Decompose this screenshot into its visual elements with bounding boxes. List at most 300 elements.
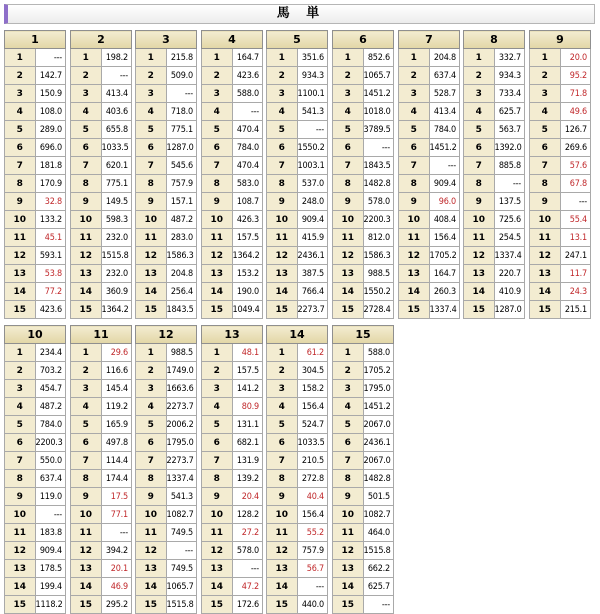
odds-row	[333, 470, 394, 488]
odds-value: 27.2	[232, 524, 263, 542]
odds-row	[202, 596, 263, 614]
odds-value: 172.6	[232, 596, 263, 614]
odds-row	[136, 578, 197, 596]
odds-value: 593.1	[35, 247, 66, 265]
second-horse-number: 3	[333, 380, 364, 398]
odds-row	[136, 344, 197, 362]
second-horse-number: 10	[136, 506, 167, 524]
odds-value: 1749.0	[166, 362, 197, 380]
odds-row	[464, 211, 525, 229]
odds-value: 55.4	[560, 211, 591, 229]
odds-row	[267, 139, 328, 157]
second-horse-number: 1	[202, 49, 233, 67]
second-horse-number: 3	[136, 380, 167, 398]
odds-table-4	[201, 30, 263, 319]
odds-row	[71, 434, 132, 452]
odds-row	[71, 301, 132, 319]
odds-value: 1550.2	[363, 283, 394, 301]
odds-row	[464, 49, 525, 67]
odds-row	[71, 488, 132, 506]
second-horse-number: 6	[202, 434, 233, 452]
odds-row	[464, 85, 525, 103]
odds-row	[267, 49, 328, 67]
odds-row	[333, 85, 394, 103]
odds-value: 210.5	[297, 452, 328, 470]
odds-row	[333, 121, 394, 139]
second-horse-number: 9	[399, 193, 430, 211]
odds-row	[464, 139, 525, 157]
odds-value: 524.7	[297, 416, 328, 434]
second-horse-number: 10	[267, 211, 298, 229]
odds-value: 1515.8	[363, 542, 394, 560]
odds-row	[202, 434, 263, 452]
odds-value: 20.4	[232, 488, 263, 506]
second-horse-number: 1	[333, 344, 364, 362]
odds-value: 1082.7	[363, 506, 394, 524]
second-horse-number: 8	[399, 175, 430, 193]
second-horse-number: 9	[136, 193, 167, 211]
second-horse-number: 5	[136, 121, 167, 139]
odds-value: 537.0	[297, 175, 328, 193]
odds-value: 215.8	[166, 49, 197, 67]
odds-value: 77.1	[101, 506, 132, 524]
odds-row	[333, 67, 394, 85]
odds-value: 128.2	[232, 506, 263, 524]
second-horse-number: 2	[71, 67, 102, 85]
second-horse-number: 12	[464, 247, 495, 265]
odds-value: 588.0	[363, 344, 394, 362]
odds-row	[71, 452, 132, 470]
second-horse-number: 14	[136, 578, 167, 596]
second-horse-number: 3	[202, 85, 233, 103]
odds-row	[202, 362, 263, 380]
odds-row	[136, 596, 197, 614]
odds-value: 757.9	[297, 542, 328, 560]
odds-value: 703.2	[35, 362, 66, 380]
odds-value: 190.0	[232, 283, 263, 301]
odds-value: 1586.3	[363, 247, 394, 265]
odds-value: 247.1	[560, 247, 591, 265]
odds-row	[530, 175, 591, 193]
second-horse-number: 2	[5, 362, 36, 380]
first-horse-header: 1	[5, 31, 66, 49]
odds-value: 20.1	[101, 560, 132, 578]
odds-value: 61.2	[297, 344, 328, 362]
odds-value: 757.9	[166, 175, 197, 193]
odds-row	[202, 175, 263, 193]
odds-row	[530, 121, 591, 139]
odds-row	[202, 578, 263, 596]
odds-row	[530, 103, 591, 121]
second-horse-number: 2	[267, 362, 298, 380]
odds-value: 682.1	[232, 434, 263, 452]
second-horse-number: 9	[71, 488, 102, 506]
second-horse-number: 15	[333, 301, 364, 319]
odds-value: 49.6	[560, 103, 591, 121]
odds-value: 423.6	[35, 301, 66, 319]
odds-value: 545.6	[166, 157, 197, 175]
odds-value: 332.7	[494, 49, 525, 67]
odds-value: 80.9	[232, 398, 263, 416]
odds-row	[5, 139, 66, 157]
odds-value: 509.0	[166, 67, 197, 85]
odds-value: 487.2	[35, 398, 66, 416]
second-horse-number: 9	[267, 193, 298, 211]
second-horse-number: 6	[71, 434, 102, 452]
second-horse-number: 8	[267, 470, 298, 488]
odds-value: 131.1	[232, 416, 263, 434]
second-horse-number: 11	[136, 229, 167, 247]
odds-value: 232.0	[101, 265, 132, 283]
odds-row	[530, 49, 591, 67]
odds-row	[333, 139, 394, 157]
odds-row	[202, 488, 263, 506]
odds-value: 77.2	[35, 283, 66, 301]
odds-row	[136, 301, 197, 319]
second-horse-number: 15	[202, 596, 233, 614]
odds-row	[5, 193, 66, 211]
second-horse-number: 6	[333, 139, 364, 157]
odds-value: 620.1	[101, 157, 132, 175]
odds-row	[333, 380, 394, 398]
odds-row	[71, 67, 132, 85]
odds-row	[5, 283, 66, 301]
odds-value: 1482.8	[363, 175, 394, 193]
second-horse-number: 9	[464, 193, 495, 211]
odds-value: 403.6	[101, 103, 132, 121]
odds-value: 588.0	[232, 85, 263, 103]
odds-row	[202, 157, 263, 175]
odds-row	[202, 470, 263, 488]
odds-value: 108.7	[232, 193, 263, 211]
odds-row	[71, 139, 132, 157]
second-horse-number: 12	[71, 247, 102, 265]
second-horse-number: 10	[267, 506, 298, 524]
second-horse-number: 5	[71, 416, 102, 434]
odds-value: 501.5	[363, 488, 394, 506]
second-horse-number: 4	[5, 103, 36, 121]
odds-row	[530, 193, 591, 211]
odds-value: 164.7	[429, 265, 460, 283]
odds-row	[333, 344, 394, 362]
odds-value: ---	[166, 85, 197, 103]
odds-value: 114.4	[101, 452, 132, 470]
odds-row	[464, 247, 525, 265]
odds-row	[202, 103, 263, 121]
odds-row	[136, 542, 197, 560]
second-horse-number: 5	[530, 121, 561, 139]
odds-row	[5, 434, 66, 452]
second-horse-number: 11	[530, 229, 561, 247]
first-horse-header: 6	[333, 31, 394, 49]
odds-value: 181.8	[35, 157, 66, 175]
odds-value: ---	[101, 67, 132, 85]
second-horse-number: 8	[333, 470, 364, 488]
second-horse-number: 4	[5, 398, 36, 416]
second-horse-number: 5	[136, 416, 167, 434]
second-horse-number: 1	[5, 49, 36, 67]
odds-row	[464, 265, 525, 283]
odds-row	[333, 560, 394, 578]
odds-table-8	[463, 30, 525, 319]
odds-row	[5, 560, 66, 578]
page-title: 馬 単	[4, 4, 595, 24]
second-horse-number: 7	[267, 452, 298, 470]
odds-value: 415.9	[297, 229, 328, 247]
odds-value: 1705.2	[429, 247, 460, 265]
odds-value: 1392.0	[494, 139, 525, 157]
odds-row	[333, 157, 394, 175]
odds-value: 749.5	[166, 524, 197, 542]
odds-row	[71, 398, 132, 416]
odds-value: 29.6	[101, 344, 132, 362]
odds-value: 637.4	[429, 67, 460, 85]
odds-value: 1843.5	[166, 301, 197, 319]
second-horse-number: 9	[267, 488, 298, 506]
odds-row	[399, 85, 460, 103]
odds-value: 289.0	[35, 121, 66, 139]
odds-value: ---	[429, 157, 460, 175]
odds-value: 470.4	[232, 157, 263, 175]
second-horse-number: 12	[202, 542, 233, 560]
odds-row	[136, 488, 197, 506]
odds-row	[5, 578, 66, 596]
odds-row	[399, 67, 460, 85]
second-horse-number: 13	[71, 265, 102, 283]
odds-row	[202, 524, 263, 542]
odds-row	[333, 434, 394, 452]
second-horse-number: 12	[399, 247, 430, 265]
odds-value: 232.0	[101, 229, 132, 247]
odds-value: 766.4	[297, 283, 328, 301]
odds-row	[267, 121, 328, 139]
second-horse-number: 8	[333, 175, 364, 193]
odds-row	[71, 380, 132, 398]
odds-row	[530, 211, 591, 229]
odds-value: 550.0	[35, 452, 66, 470]
second-horse-number: 13	[464, 265, 495, 283]
odds-value: 2006.2	[166, 416, 197, 434]
odds-value: 1515.8	[166, 596, 197, 614]
odds-row	[267, 103, 328, 121]
odds-value: 413.4	[101, 85, 132, 103]
second-horse-number: 12	[5, 247, 36, 265]
odds-value: ---	[232, 103, 263, 121]
odds-value: 2436.1	[363, 434, 394, 452]
odds-row	[267, 301, 328, 319]
odds-table-11	[70, 325, 132, 614]
second-horse-number: 12	[267, 247, 298, 265]
odds-value: 45.1	[35, 229, 66, 247]
second-horse-number: 10	[71, 211, 102, 229]
odds-row	[333, 398, 394, 416]
odds-value: 204.8	[429, 49, 460, 67]
odds-value: 198.2	[101, 49, 132, 67]
odds-value: 108.0	[35, 103, 66, 121]
second-horse-number: 7	[399, 157, 430, 175]
second-horse-number: 6	[333, 434, 364, 452]
odds-value: 141.2	[232, 380, 263, 398]
second-horse-number: 11	[71, 524, 102, 542]
second-horse-number: 15	[71, 596, 102, 614]
odds-row	[202, 283, 263, 301]
odds-row	[136, 175, 197, 193]
odds-value: 2200.3	[35, 434, 66, 452]
odds-value: 131.9	[232, 452, 263, 470]
odds-value: ---	[297, 578, 328, 596]
odds-value: 784.0	[429, 121, 460, 139]
second-horse-number: 10	[333, 506, 364, 524]
odds-row	[71, 560, 132, 578]
odds-value: 625.7	[494, 103, 525, 121]
odds-value: 583.0	[232, 175, 263, 193]
odds-value: 142.7	[35, 67, 66, 85]
odds-row	[136, 67, 197, 85]
second-horse-number: 12	[136, 247, 167, 265]
odds-row	[136, 434, 197, 452]
odds-row	[71, 416, 132, 434]
odds-value: 387.5	[297, 265, 328, 283]
odds-row	[399, 157, 460, 175]
second-horse-number: 8	[5, 470, 36, 488]
second-horse-number: 8	[5, 175, 36, 193]
odds-value: 934.3	[297, 67, 328, 85]
odds-value: 234.4	[35, 344, 66, 362]
odds-row	[5, 121, 66, 139]
odds-row	[267, 193, 328, 211]
second-horse-number: 11	[464, 229, 495, 247]
odds-value: 598.3	[101, 211, 132, 229]
odds-row	[202, 139, 263, 157]
first-horse-header: 5	[267, 31, 328, 49]
odds-row	[136, 362, 197, 380]
odds-row	[333, 175, 394, 193]
second-horse-number: 2	[464, 67, 495, 85]
odds-row	[464, 67, 525, 85]
odds-value: 220.7	[494, 265, 525, 283]
second-horse-number: 3	[5, 85, 36, 103]
second-horse-number: 6	[71, 139, 102, 157]
second-horse-number: 9	[530, 193, 561, 211]
second-horse-number: 4	[71, 103, 102, 121]
odds-value: 1482.8	[363, 470, 394, 488]
odds-value: 32.8	[35, 193, 66, 211]
second-horse-number: 10	[464, 211, 495, 229]
odds-value: ---	[363, 139, 394, 157]
second-horse-number: 12	[71, 542, 102, 560]
second-horse-number: 12	[136, 542, 167, 560]
odds-value: 909.4	[35, 542, 66, 560]
second-horse-number: 9	[5, 193, 36, 211]
second-horse-number: 7	[136, 452, 167, 470]
odds-row	[464, 175, 525, 193]
second-horse-number: 14	[136, 283, 167, 301]
odds-row	[202, 398, 263, 416]
second-horse-number: 8	[530, 175, 561, 193]
odds-row	[267, 452, 328, 470]
odds-row	[464, 283, 525, 301]
first-horse-header: 3	[136, 31, 197, 49]
odds-value: 283.0	[166, 229, 197, 247]
odds-row	[267, 560, 328, 578]
odds-value: 637.4	[35, 470, 66, 488]
odds-row	[333, 506, 394, 524]
second-horse-number: 2	[333, 67, 364, 85]
odds-value: 454.7	[35, 380, 66, 398]
odds-row	[136, 416, 197, 434]
first-horse-header: 15	[333, 326, 394, 344]
first-horse-header: 2	[71, 31, 132, 49]
odds-row	[71, 470, 132, 488]
second-horse-number: 7	[71, 452, 102, 470]
second-horse-number: 14	[202, 283, 233, 301]
second-horse-number: 9	[71, 193, 102, 211]
odds-value: 563.7	[494, 121, 525, 139]
odds-row	[71, 283, 132, 301]
odds-value: 260.3	[429, 283, 460, 301]
odds-value: 1100.1	[297, 85, 328, 103]
odds-row	[530, 157, 591, 175]
odds-value: 1065.7	[363, 67, 394, 85]
second-horse-number: 10	[5, 506, 36, 524]
odds-row	[5, 452, 66, 470]
odds-value: 413.4	[429, 103, 460, 121]
odds-row	[267, 488, 328, 506]
odds-row	[136, 229, 197, 247]
odds-row	[71, 344, 132, 362]
first-horse-header: 14	[267, 326, 328, 344]
second-horse-number: 2	[71, 362, 102, 380]
odds-value: 156.4	[297, 506, 328, 524]
second-horse-number: 11	[202, 229, 233, 247]
second-horse-number: 6	[464, 139, 495, 157]
second-horse-number: 1	[136, 49, 167, 67]
second-horse-number: 10	[530, 211, 561, 229]
odds-row	[399, 103, 460, 121]
odds-row	[267, 398, 328, 416]
second-horse-number: 6	[530, 139, 561, 157]
odds-row	[202, 229, 263, 247]
odds-value: 48.1	[232, 344, 263, 362]
odds-value: 2067.0	[363, 416, 394, 434]
second-horse-number: 7	[333, 157, 364, 175]
odds-value: 775.1	[166, 121, 197, 139]
second-horse-number: 15	[267, 301, 298, 319]
odds-value: 497.8	[101, 434, 132, 452]
second-horse-number: 3	[202, 380, 233, 398]
second-horse-number: 7	[5, 157, 36, 175]
odds-row	[267, 416, 328, 434]
odds-row	[202, 121, 263, 139]
odds-row	[71, 193, 132, 211]
odds-value: 2200.3	[363, 211, 394, 229]
odds-row	[5, 380, 66, 398]
odds-row	[5, 596, 66, 614]
odds-row	[71, 157, 132, 175]
odds-value: 158.2	[297, 380, 328, 398]
second-horse-number: 14	[71, 578, 102, 596]
second-horse-number: 4	[202, 398, 233, 416]
odds-table-1	[4, 30, 66, 319]
second-horse-number: 10	[136, 211, 167, 229]
odds-row	[530, 247, 591, 265]
second-horse-number: 3	[71, 380, 102, 398]
odds-row	[136, 121, 197, 139]
second-horse-number: 4	[71, 398, 102, 416]
second-horse-number: 13	[333, 265, 364, 283]
second-horse-number: 15	[136, 301, 167, 319]
second-horse-number: 1	[399, 49, 430, 67]
